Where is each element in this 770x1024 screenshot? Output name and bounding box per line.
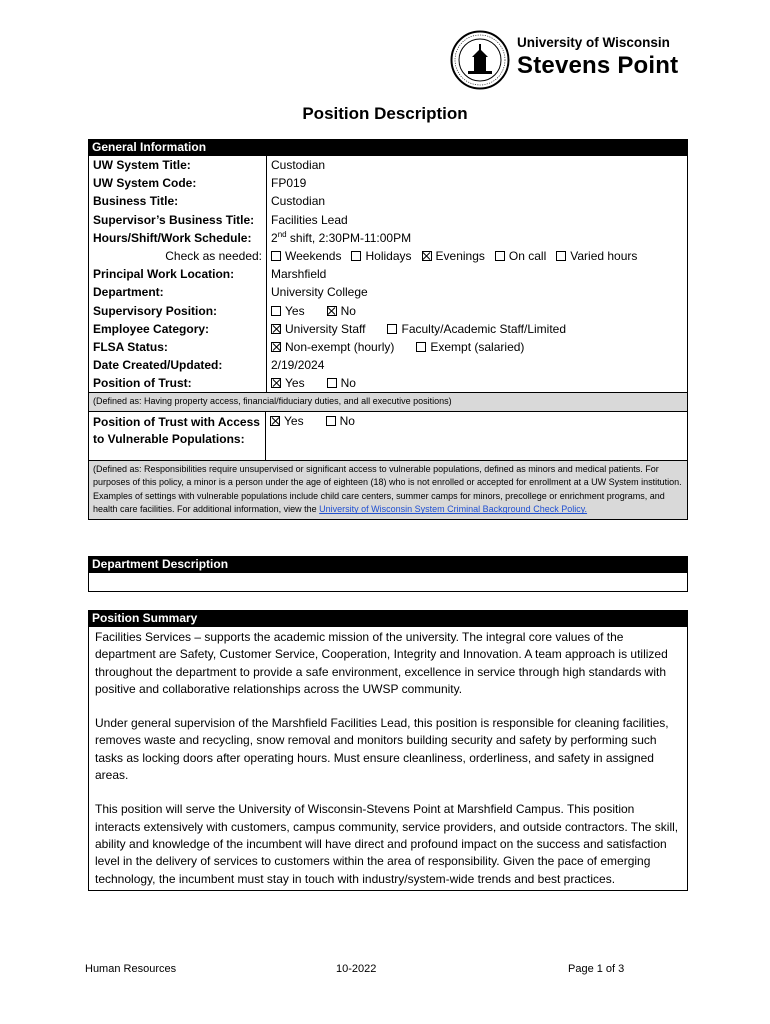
hours-value: 2nd shift, 2:30PM-11:00PM [271,230,412,246]
checkbox-checked-icon [271,324,281,334]
field-value: Custodian [271,194,326,209]
trust-label: Position of Trust: [89,374,267,392]
vulnerable-populations-label: Position of Trust with Access to Vulnerable Populations: [89,412,266,460]
logo-line-1: University of Wisconsin [517,35,670,50]
position-summary-body [88,627,688,891]
checkbox-unchecked-icon [495,251,505,261]
checkbox-unchecked-icon [271,251,281,261]
field-label: UW System Title: [89,156,267,174]
summary-paragraph: Facilities Services – supports the academic mission of the university. The integral core values of the department are Safety, Customer Service, Cooperation, Integrity and Innovation. A team approach is utilized throughout the department to provide a safe environment, excellence in service through high standards with positive and collaborative relationships across the UWSP community. [95,630,668,696]
table-row [89,211,688,229]
flsa-label: FLSA Status: [89,338,267,356]
field-label: Supervisor’s Business Title: [89,211,267,229]
checkbox-unchecked-icon [416,342,426,352]
checkbox-supervisory-yes[interactable]: Yes [271,304,305,318]
checkbox-vuln-yes[interactable]: Yes [270,414,304,428]
checkbox-vuln-no[interactable]: No [326,414,355,428]
supervisory-options [267,302,688,320]
checkbox-university-staff[interactable]: University Staff [271,322,365,336]
category-options [267,320,688,338]
checkbox-checked-icon [270,416,280,426]
checkbox-exempt[interactable]: Exempt (salaried) [416,340,524,354]
department-description-section [88,556,688,592]
footer-page-number: Page 1 of 3 [568,963,625,975]
summary-paragraph: Under general supervision of the Marshfield Facilities Lead, this position is responsible for cleaning facilities, removes waste and recycling, snow removal and monitors building security and safety by performing such tasks as locking doors after operating hours. Must ensure cleanliness, orderliness, and safety in assigned areas. [95,716,669,783]
field-value: FP019 [271,176,307,191]
background-check-policy-link[interactable]: University of Wisconsin System Criminal Background Check Policy. [319,504,588,515]
table-row [89,320,688,338]
checkbox-non-exempt[interactable]: Non-exempt (hourly) [271,340,394,354]
checkbox-unchecked-icon [327,378,337,388]
footer-center: 10-2022 [336,963,377,975]
table-row [89,229,688,247]
general-information-header: General Information [88,139,688,156]
checkbox-unchecked-icon [351,251,361,261]
checkbox-supervisory-no[interactable]: No [327,304,356,318]
general-information-table [88,156,688,392]
department-description-body [88,573,688,592]
checkbox-faculty-staff[interactable]: Faculty/Academic Staff/Limited [387,322,566,336]
check-as-needed-label: Check as needed: [89,247,267,265]
department-label: Department: [89,283,267,301]
supervisory-label: Supervisory Position: [89,302,267,320]
category-label: Employee Category: [89,320,267,338]
schedule-checkboxes [267,247,688,265]
table-row [89,374,688,392]
table-row [89,192,688,210]
field-value: Custodian [271,158,326,173]
checkbox-on-call[interactable]: On call [495,249,546,263]
checkbox-trust-yes[interactable]: Yes [271,376,305,390]
department-value: University College [271,285,368,300]
flsa-options [267,338,688,356]
department-description-header: Department Description [88,556,688,573]
table-row [89,174,688,192]
trust-options [267,374,688,392]
table-row [89,247,688,265]
university-seal-icon [450,30,510,90]
general-information-section [88,139,688,520]
field-label: Business Title: [89,192,267,210]
table-row [89,356,688,374]
table-row [89,283,688,301]
checkbox-unchecked-icon [387,324,397,334]
checkbox-holidays[interactable]: Holidays [351,249,411,263]
date-value: 2/19/2024 [271,358,325,373]
table-row [89,302,688,320]
checkbox-weekends[interactable]: Weekends [271,249,341,263]
checkbox-checked-icon [271,378,281,388]
field-label: UW System Code: [89,174,267,192]
checkbox-trust-no[interactable]: No [327,376,356,390]
vulnerable-populations-options [266,412,369,460]
checkbox-varied-hours[interactable]: Varied hours [556,249,637,263]
summary-paragraph: This position will serve the University of Wisconsin-Stevens Point at Marshfield Campus. This position interacts extensively with customers, campus community, service providers, and outside contractors. The skill, ability and knowledge of the incumbent will have direct and profound impact on the success and satisfaction level in the delivery of services to customers within the area of responsibility. Given the pace of emerging technology, the incumbent must stay in touch with industry/system-wide trends and best practices. [95,802,679,886]
page-title: Position Description [302,104,468,123]
checkbox-unchecked-icon [326,416,336,426]
vulnerable-populations-row [88,412,688,460]
location-label: Principal Work Location: [89,265,267,283]
table-row [89,338,688,356]
position-summary-header: Position Summary [88,610,688,627]
checkbox-checked-icon [327,306,337,316]
checkbox-checked-icon [422,251,432,261]
logo-line-2: Stevens Point [517,52,679,79]
checkbox-evenings[interactable]: Evenings [422,249,485,263]
position-summary-section [88,610,688,891]
checkbox-unchecked-icon [556,251,566,261]
table-row [89,265,688,283]
checkbox-unchecked-icon [271,306,281,316]
vulnerable-populations-note: (Defined as: Responsibilities require unsupervised or significant access to vulnerable populations, defined as minors and medical patients. For purposes of this policy, a minor is a person under the age of eighteen (18) who is not enrolled or accepted for enrollment at a UW System institution. Examples of settings with vulnerable populations include child care centers, summer camps for minors, precollege or enrichment programs, and health care facilities. For additional information, view the University of Wisconsin System Criminal Background Check Policy. [88,460,688,520]
hours-label: Hours/Shift/Work Schedule: [89,229,267,247]
location-value: Marshfield [271,267,327,282]
date-label: Date Created/Updated: [89,356,267,374]
table-row [89,156,688,174]
checkbox-checked-icon [271,342,281,352]
university-logo [450,30,690,92]
field-value: Facilities Lead [271,212,348,227]
footer-left: Human Resources [85,963,177,975]
trust-definition-note: (Defined as: Having property access, financial/fiduciary duties, and all executive positions) [88,392,688,412]
